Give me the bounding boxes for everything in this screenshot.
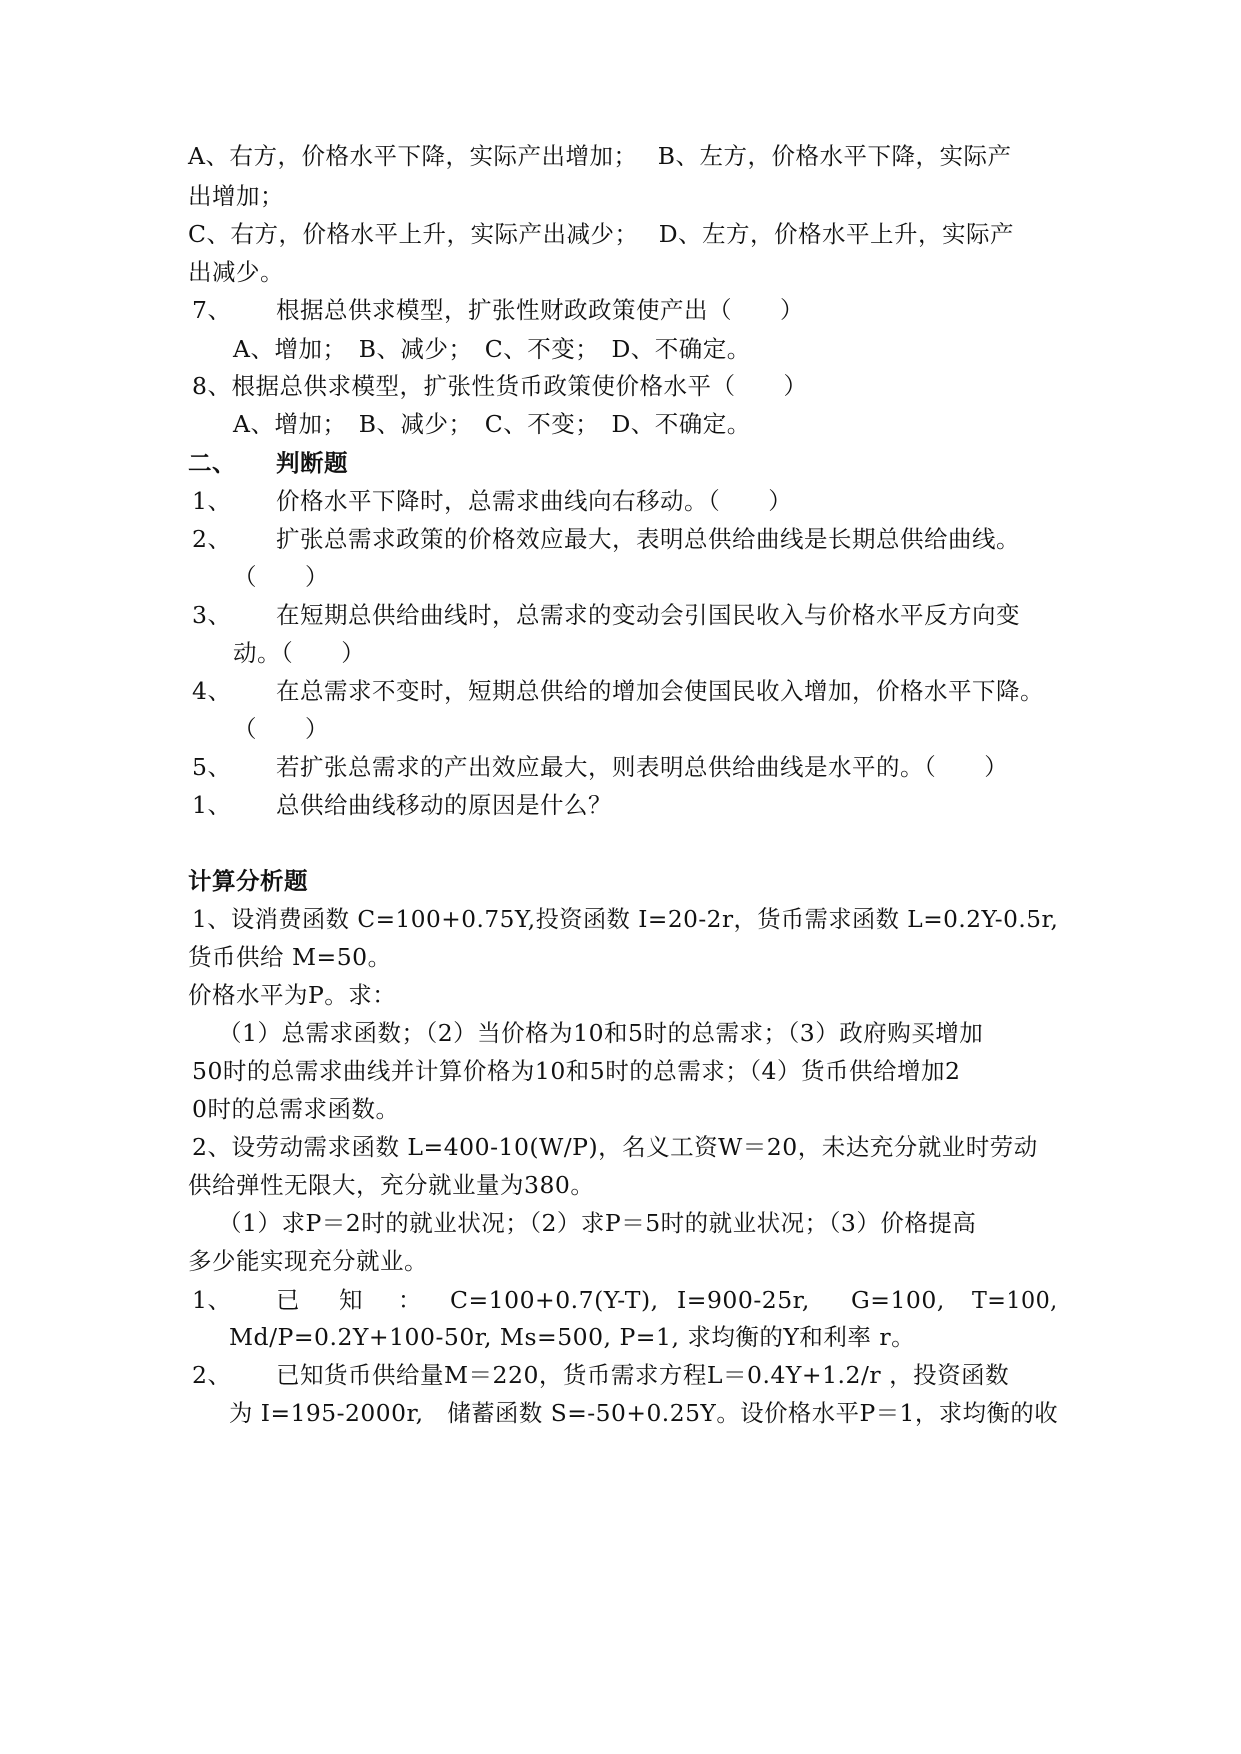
calc2-line3: （1）求P＝2时的就业状况；（2）求P＝5时的就业状况；（3）价格提高 — [218, 1209, 977, 1237]
calc1-line4: （1）总需求函数；（2）当价格为10和5时的总需求；（3）政府购买增加 — [218, 1019, 984, 1047]
calc2-line2: 供给弹性无限大，充分就业量为380。 — [188, 1171, 595, 1199]
tf2-number: 2、 — [192, 525, 232, 553]
calc1-line5: 50时的总需求曲线并计算价格为10和5时的总需求；（4）货币供给增加2 — [192, 1057, 961, 1085]
tf4-cont: （ ） — [233, 715, 329, 743]
short1-number: 1、 — [192, 791, 232, 819]
tf5-number: 5、 — [192, 753, 232, 781]
calc2-line1: 2、设劳动需求函数 L=400-10(W/P)，名义工资W＝20，未达充分就业时劳动 — [192, 1133, 1038, 1161]
tf2-cont: （ ） — [233, 563, 329, 591]
calc2-line4: 多少能实现充分就业。 — [188, 1247, 428, 1275]
more1-part-3: ： — [398, 1286, 422, 1314]
more1-part-6: G=100, — [851, 1286, 945, 1314]
tf1-number: 1、 — [192, 487, 232, 515]
q6-options-line1: A、右方，价格水平下降，实际产出增加； B、左方，价格水平下降，实际产 — [188, 142, 1012, 170]
short1-text: 总供给曲线移动的原因是什么？ — [276, 791, 612, 819]
calc1-line3: 价格水平为P。求： — [188, 981, 397, 1009]
q6-options-line2: C、右方，价格水平上升，实际产出减少； D、左方，价格水平上升，实际产 — [188, 220, 1015, 248]
q7-options: A、增加； B、减少； C、不变； D、不确定。 — [233, 335, 751, 363]
section3-title: 计算分析题 — [188, 867, 308, 895]
more1-part-5: I=900-25r, — [677, 1286, 810, 1314]
tf2-text: 扩张总需求政策的价格效应最大，表明总供给曲线是长期总供给曲线。 — [276, 525, 1020, 553]
section2-title: 判断题 — [276, 449, 348, 477]
calc1-line6: 0时的总需求函数。 — [192, 1095, 400, 1123]
q6-options-line2-cont: 出减少。 — [188, 258, 284, 286]
tf5-text: 若扩张总需求的产出效应最大，则表明总供给曲线是水平的。（ ） — [276, 753, 1009, 781]
more2-number: 2、 — [192, 1361, 232, 1389]
more2-cont: 为 I=195-2000r, 储蓄函数 S=-50+0.25Y。设价格水平P＝1，求均衡的收 — [229, 1399, 1059, 1427]
calc1-line1: 1、设消费函数 C=100+0.75Y,投资函数 I=20-2r，货币需求函数 L=0.2Y-0.5r, — [192, 905, 1059, 933]
q6-options-line1-cont: 出增加； — [188, 182, 284, 210]
calc1-line2: 货币供给 M=50。 — [188, 943, 392, 971]
section2-number: 二、 — [188, 449, 236, 477]
more1-part-7: T=100, — [972, 1286, 1058, 1314]
q7-number: 7、 — [192, 296, 232, 324]
q8-options: A、增加； B、减少； C、不变； D、不确定。 — [233, 410, 751, 438]
more1-cont: Md/P=0.2Y+100-50r, Ms=500, P=1, 求均衡的Y和利率 r。 — [229, 1323, 916, 1351]
tf3-text: 在短期总供给曲线时，总需求的变动会引国民收入与价格水平反方向变 — [276, 601, 1020, 629]
tf1-text: 价格水平下降时，总需求曲线向右移动。（ ） — [276, 487, 793, 515]
more1-part-2: 知 — [339, 1286, 363, 1314]
q8-text: 8、根据总供求模型，扩张性货币政策使价格水平（ ） — [192, 372, 808, 400]
more1-part-4: C=100+0.7(Y-T), — [450, 1286, 659, 1314]
q7-text: 根据总供求模型，扩张性财政政策使产出（ ） — [276, 296, 804, 324]
tf3-number: 3、 — [192, 601, 232, 629]
more1-part-1: 已 — [276, 1286, 300, 1314]
more2-text: 已知货币供给量M＝220，货币需求方程L＝0.4Y+1.2/r ，投资函数 — [276, 1361, 1010, 1389]
tf4-text: 在总需求不变时，短期总供给的增加会使国民收入增加，价格水平下降。 — [276, 677, 1044, 705]
tf3-cont: 动。（ ） — [233, 639, 366, 667]
tf4-number: 4、 — [192, 677, 232, 705]
more1-number: 1、 — [192, 1286, 232, 1314]
